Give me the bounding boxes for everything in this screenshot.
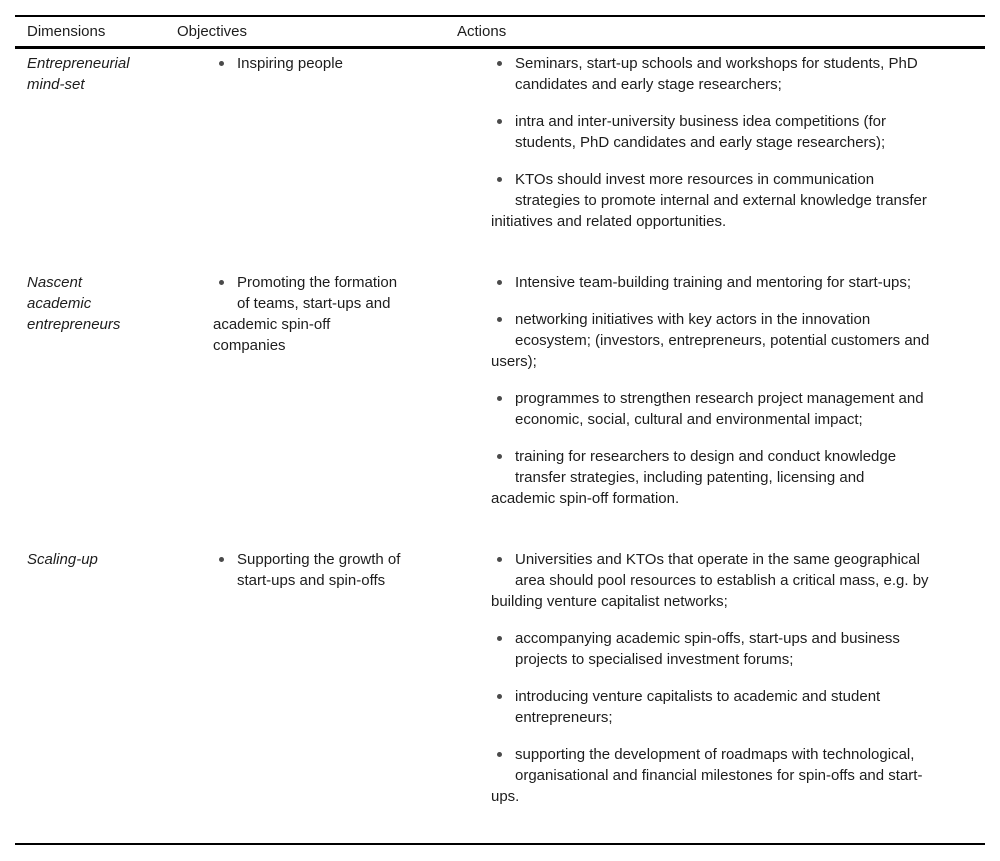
- bullet-icon: [497, 636, 502, 641]
- bullet-icon: [219, 280, 224, 285]
- bullet-item-line: entrepreneurs;: [515, 709, 613, 726]
- column-header-dimensions: Dimensions: [27, 23, 106, 40]
- bullet-item: [491, 686, 985, 728]
- dimensions-objectives-actions-table: [15, 15, 985, 845]
- bullet-icon: [497, 317, 502, 322]
- bullet-item-line: candidates and early stage researchers;: [515, 76, 782, 93]
- bullet-item: [491, 549, 985, 612]
- table-bottom-rule: [15, 843, 985, 845]
- bullet-item-line: projects to specialised investment forums;: [515, 651, 794, 668]
- bullet-icon: [497, 454, 502, 459]
- bullet-icon: [497, 752, 502, 757]
- bullet-item-line: students, PhD candidates and early stage researchers);: [515, 134, 886, 151]
- bullet-item-overflow-line: users);: [491, 353, 537, 370]
- bullet-item: [491, 272, 985, 293]
- bullet-item: [491, 388, 985, 430]
- bullet-icon: [497, 280, 502, 285]
- bullet-item-overflow-line: academic spin-off formation.: [491, 490, 680, 507]
- bullet-item-overflow-line: ups.: [491, 788, 520, 805]
- bullet-item-line: economic, social, cultural and environmental impact;: [515, 411, 863, 428]
- bullet-item-line: introducing venture capitalists to academic and student: [491, 686, 985, 707]
- table-row: [15, 549, 985, 807]
- bullet-item-line: transfer strategies, including patenting, licensing and: [515, 469, 865, 486]
- bullet-item-overflow-line: initiatives and related opportunities.: [491, 213, 727, 230]
- dimension-cell: [15, 53, 177, 232]
- bullet-item: [491, 446, 985, 509]
- bullet-item: [491, 53, 985, 95]
- bullet-item-line: intra and inter-university business idea competitions (for: [491, 111, 985, 132]
- bullet-icon: [497, 119, 502, 124]
- dimension-label-line: mind-set: [27, 76, 85, 93]
- bullet-icon: [497, 557, 502, 562]
- objectives-cell: [177, 53, 457, 232]
- bullet-item: [491, 111, 985, 153]
- actions-cell: [457, 53, 985, 232]
- actions-cell: [457, 549, 985, 807]
- bullet-item: [491, 309, 985, 372]
- bullet-item-line: Promoting the formation: [213, 272, 457, 293]
- bullet-item: [213, 53, 457, 74]
- bullet-item-line: training for researchers to design and conduct knowledge: [491, 446, 985, 467]
- table-body: [15, 53, 985, 807]
- bullet-item-line: Inspiring people: [213, 53, 457, 74]
- bullet-item-overflow-line: academic spin-off: [213, 316, 331, 333]
- bullet-icon: [497, 694, 502, 699]
- bullet-item-line: area should pool resources to establish a critical mass, e.g. by: [515, 572, 929, 589]
- bullet-item: [491, 628, 985, 670]
- bullet-item-line: Seminars, start-up schools and workshops for students, PhD: [491, 53, 985, 74]
- actions-cell: [457, 272, 985, 509]
- column-header-objectives: Objectives: [177, 23, 248, 40]
- bullet-item-line: networking initiatives with key actors in the innovation: [491, 309, 985, 330]
- bullet-item-line: start-ups and spin-offs: [237, 572, 386, 589]
- dimension-label-line: entrepreneurs: [27, 316, 121, 333]
- bullet-item: [491, 744, 985, 807]
- bullet-item-line: Intensive team-building training and mentoring for start-ups;: [491, 272, 985, 293]
- dimension-cell: [15, 272, 177, 509]
- bullet-item-overflow-line: building venture capitalist networks;: [491, 593, 728, 610]
- objectives-cell: [177, 272, 457, 509]
- bullet-item-overflow-line: companies: [213, 337, 286, 354]
- bullet-icon: [497, 61, 502, 66]
- bullet-item-line: programmes to strengthen research project management and: [491, 388, 985, 409]
- bullet-icon: [219, 557, 224, 562]
- bullet-item-line: Universities and KTOs that operate in the same geographical: [491, 549, 985, 570]
- bullet-item-line: supporting the development of roadmaps with technological,: [491, 744, 985, 765]
- dimension-label-line: Entrepreneurial: [27, 55, 130, 72]
- objectives-cell: [177, 549, 457, 807]
- bullet-item-line: strategies to promote internal and external knowledge transfer: [515, 192, 927, 209]
- bullet-item: [213, 549, 457, 591]
- bullet-item-line: organisational and financial milestones for spin-offs and start-: [515, 767, 923, 784]
- column-header-actions: Actions: [457, 23, 507, 40]
- bullet-item-line: accompanying academic spin-offs, start-ups and business: [491, 628, 985, 649]
- dimension-label-line: academic: [27, 295, 92, 312]
- table-row: [15, 272, 985, 509]
- dimension-cell: [15, 549, 177, 807]
- bullet-item: [213, 272, 457, 356]
- table-header-row: [15, 17, 985, 46]
- bullet-icon: [497, 177, 502, 182]
- bullet-item-line: ecosystem; (investors, entrepreneurs, potential customers and: [515, 332, 930, 349]
- bullet-item-line: of teams, start-ups and: [237, 295, 391, 312]
- bullet-item-line: KTOs should invest more resources in communication: [491, 169, 985, 190]
- bullet-icon: [219, 61, 224, 66]
- dimension-label-line: Scaling-up: [27, 551, 98, 568]
- bullet-item: [491, 169, 985, 232]
- dimension-label-line: Nascent: [27, 274, 83, 291]
- bullet-item-line: Supporting the growth of: [213, 549, 457, 570]
- table-row: [15, 53, 985, 232]
- bullet-icon: [497, 396, 502, 401]
- table-header-rule: [15, 46, 985, 49]
